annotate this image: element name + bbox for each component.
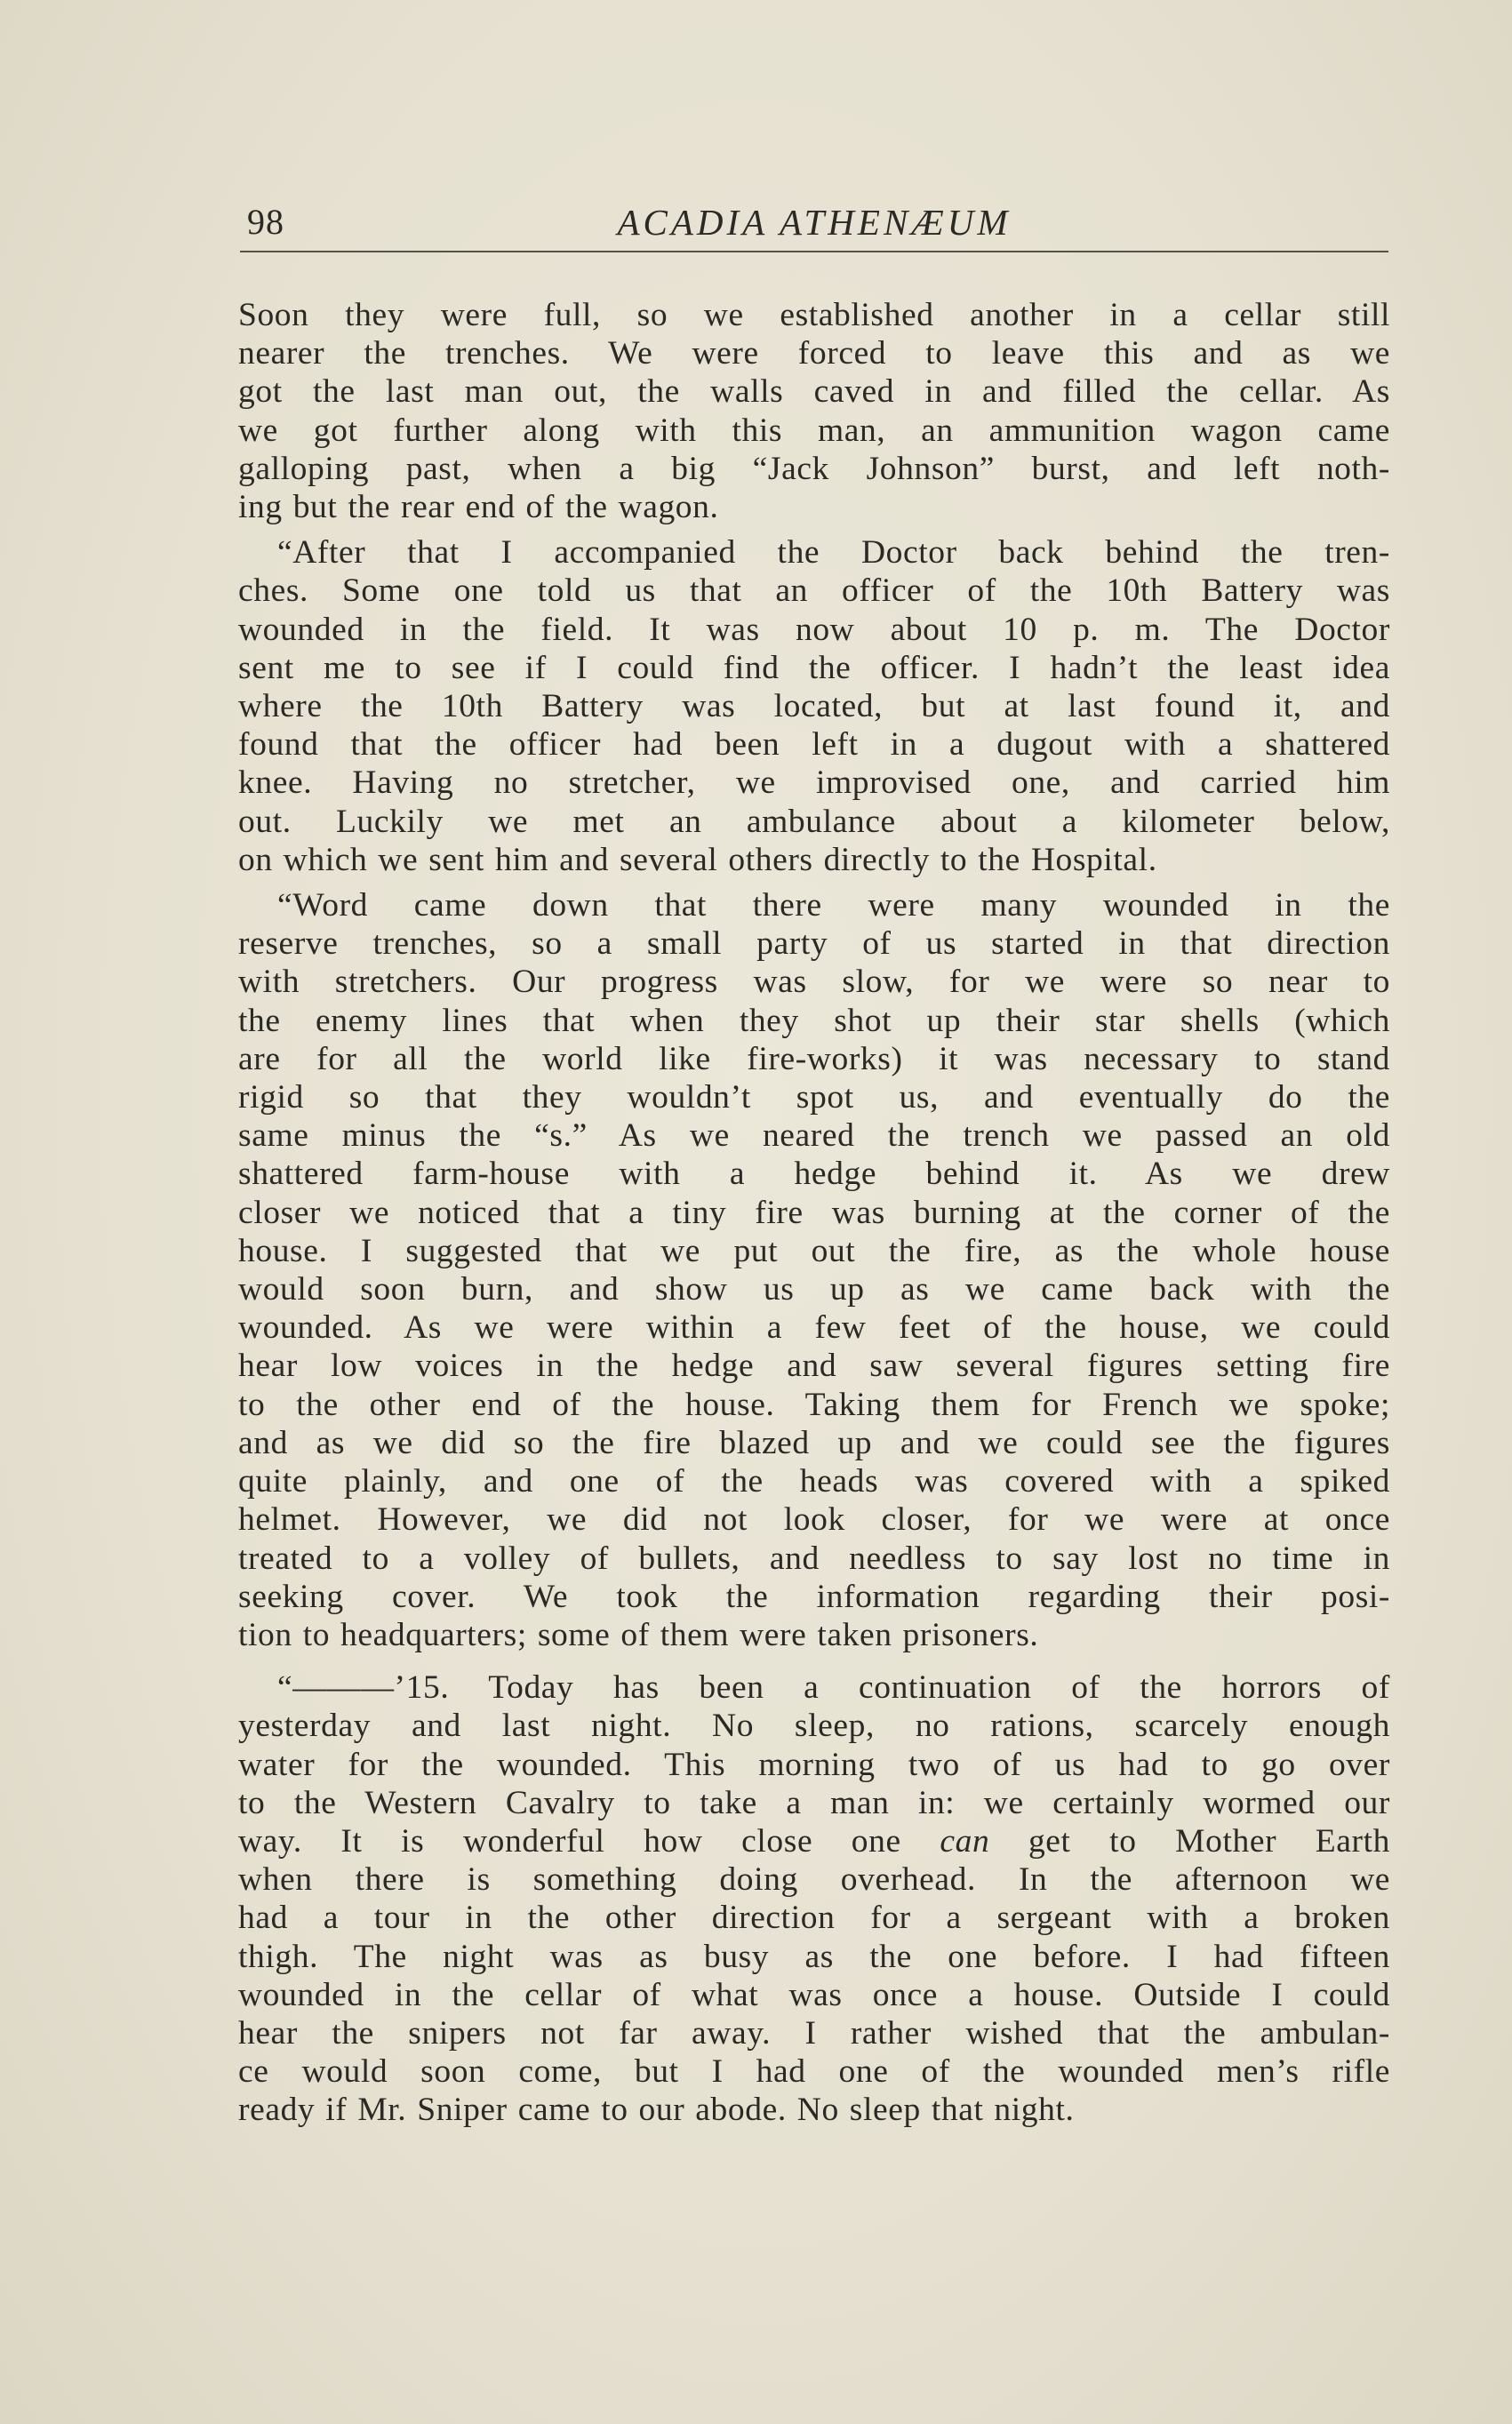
text-line: the enemy lines that when they shot up their star shells (which: [238, 1002, 1390, 1039]
text-line: sent me to see if I could find the officer. I hadn’t the least idea: [238, 649, 1390, 686]
text-line: water for the wounded. This morning two of us had to go over: [238, 1746, 1390, 1783]
text-line: on which we sent him and several others directly to the Hospital.: [238, 841, 1157, 878]
text-line: to the other end of the house. Taking them for French we spoke;: [238, 1386, 1390, 1423]
emphasized-word: can: [940, 1822, 990, 1860]
text-line: knee. Having no stretcher, we improvised one, and carried him: [238, 764, 1390, 802]
text-line: wounded in the field. It was now about 10 p. m. The Doctor: [238, 611, 1390, 648]
text-line: are for all the world like fire-works) it was necessary to stand: [238, 1040, 1390, 1077]
text-line: wounded. As we were within a few feet of the house, we could: [238, 1309, 1390, 1347]
journal-title: ACADIA ATHENÆUM: [617, 202, 1012, 243]
text-line: galloping past, when a big “Jack Johnson” burst, and left noth-: [238, 450, 1390, 487]
text-line: had a tour in the other direction for a sergeant with a broken: [238, 1900, 1390, 1937]
text-line: “After that I accompanied the Doctor back behind the tren-: [277, 534, 1390, 572]
text-line: would soon burn, and show us up as we came back with the: [238, 1271, 1390, 1308]
text-line: reserve trenches, so a small party of us started in that direction: [238, 925, 1390, 963]
text-line: way. It is wonderful how close one can get to Mother Earth: [238, 1822, 1390, 1860]
paragraph-1: [238, 296, 1390, 526]
text-line: yesterday and last night. No sleep, no rations, scarcely enough: [238, 1708, 1390, 1745]
paragraph-4: [238, 1668, 1390, 2129]
text-line: where the 10th Battery was located, but at last found it, and: [238, 688, 1390, 725]
text-line: ches. Some one told us that an officer of the 10th Battery was: [238, 572, 1390, 610]
text-line: ready if Mr. Sniper came to our abode. No sleep that night.: [238, 2092, 1075, 2129]
text-line: shattered farm-house with a hedge behind it. As we drew: [238, 1156, 1390, 1193]
text-line: same minus the “s.” As we neared the trench we passed an old: [238, 1117, 1390, 1155]
text-line: to the Western Cavalry to take a man in: we certainly wormed our: [238, 1784, 1390, 1821]
text-line: “———’15. Today has been a continuation of the horrors of: [277, 1669, 1390, 1707]
text-line: house. I suggested that we put out the fire, as the whole house: [238, 1232, 1390, 1269]
article-body: [238, 296, 1390, 2130]
text-line: when there is something doing overhead. In the afternoon we: [238, 1861, 1390, 1899]
text-line: out. Luckily we met an ambulance about a kilometer below,: [238, 803, 1390, 840]
text-line: seeking cover. We took the information regarding their posi-: [238, 1578, 1390, 1615]
text-line: “Word came down that there were many wounded in the: [277, 887, 1390, 924]
text-line: nearer the trenches. We were forced to leave this and as we: [238, 335, 1390, 372]
page-number: 98: [247, 202, 284, 242]
text-line: got the last man out, the walls caved in and filled the cellar. As: [238, 373, 1390, 411]
text-line: rigid so that they wouldn’t spot us, and eventually do the: [238, 1079, 1390, 1116]
paragraph-2: [238, 533, 1390, 879]
text-line: tion to headquarters; some of them were taken prisoners.: [238, 1616, 1039, 1653]
text-line: helmet. However, we did not look closer, for we were at once: [238, 1501, 1390, 1539]
text-line: wounded in the cellar of what was once a house. Outside I could: [238, 1976, 1390, 2013]
text-line: hear low voices in the hedge and saw several figures setting fire: [238, 1348, 1390, 1385]
text-line: ing but the rear end of the wagon.: [238, 489, 719, 526]
text-line: closer we noticed that a tiny fire was burning at the corner of the: [238, 1194, 1390, 1231]
text-line: found that the officer had been left in a dugout with a shattered: [238, 726, 1390, 764]
text-line: thigh. The night was as busy as the one before. I had fifteen: [238, 1938, 1390, 1975]
paragraph-3: [238, 886, 1390, 1654]
text-line: treated to a volley of bullets, and needless to say lost no time in: [238, 1540, 1390, 1577]
text-line: Soon they were full, so we established another in a cellar still: [238, 297, 1390, 333]
text-line: we got further along with this man, an ammunition wagon came: [238, 412, 1390, 449]
text-line: and as we did so the fire blazed up and we could see the figures: [238, 1424, 1390, 1461]
text-line: ce would soon come, but I had one of the wounded men’s rifle: [238, 2053, 1390, 2091]
text-line: with stretchers. Our progress was slow, for we were so near to: [238, 964, 1390, 1001]
text-line: hear the snipers not far away. I rather wished that the ambulan-: [238, 2014, 1390, 2052]
text-line: quite plainly, and one of the heads was covered with a spiked: [238, 1463, 1390, 1500]
running-header: [240, 197, 1388, 252]
